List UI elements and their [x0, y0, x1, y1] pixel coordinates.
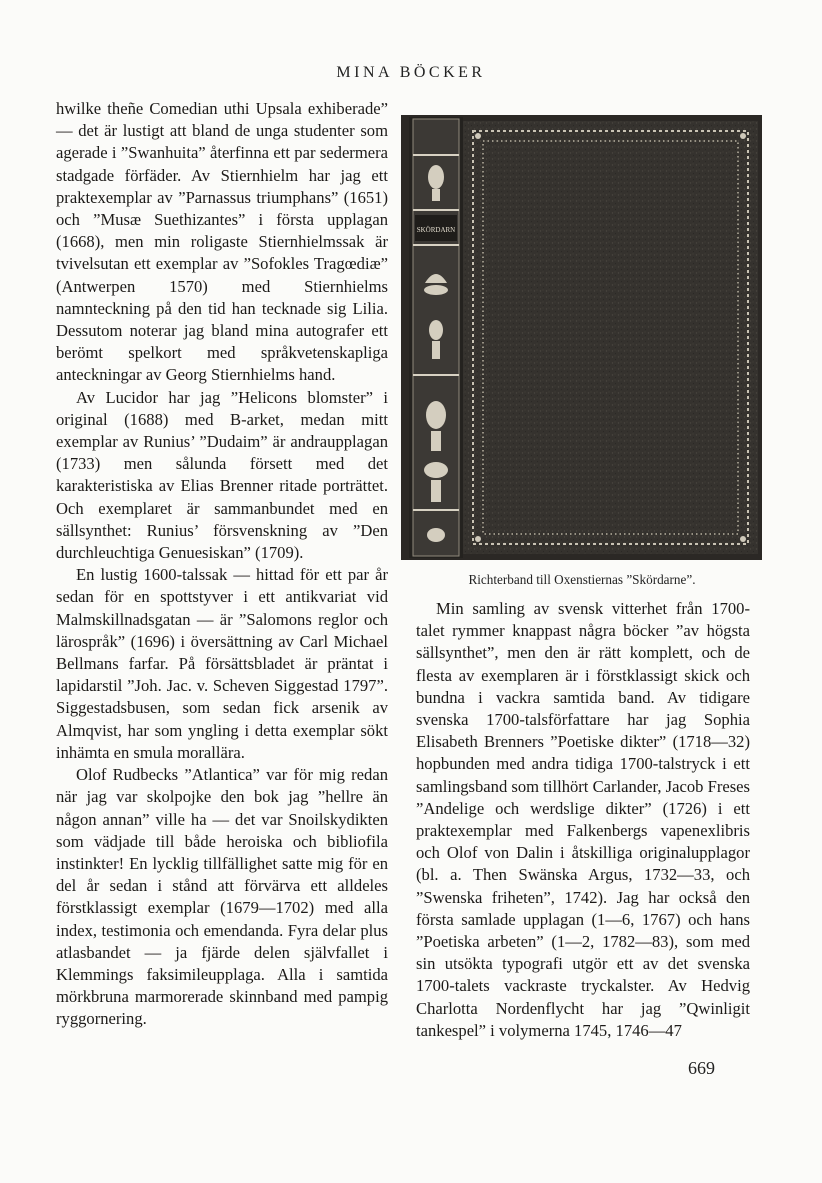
paragraph-salomons-reglor: En lustig 1600-talssak — hittad för ett par år sedan för en spottstyver i ett antikvariat vid Malmskillnadsgatan — är ”Salomons reglor och lärospråk” (1696) i översättning av Carl Michael Bellmans farfar. På försättsbladet är präntat i lapidarstil ”Joh. Jac. v. Scheven Siggestad 1797”. Siggestadsbusen, som sedan fick arsenik av Almqvist, har som yngling i detta exemplar sökt inhämta en smula morallära.: [56, 565, 388, 762]
left-text-column: [56, 98, 388, 1031]
paragraph-lucidor: Av Lucidor har jag ”Helicons blomster” i original (1688) med B-arket, medan mitt exemplar av Runius’ ”Dudaim” är andraupplagan (1733) men sålunda försett med det karakteristiska av Elias Brenner ritade porträttet. Och exemplaret är sammanbundet med en sällsynthet: Runius’ försvenskning av ”Den durchleuchtiga Genuesiskan” (1709).: [56, 387, 388, 563]
figure-caption: Richterband till Oxenstiernas ”Skördarne”.: [468, 572, 696, 587]
front-cover-board: [463, 121, 758, 554]
running-head: MINA BÖCKER: [336, 64, 486, 81]
spine-label-text: SKÖRDARN: [416, 226, 456, 234]
paragraph-atlantica: Olof Rudbecks ”Atlantica” var för mig redan när jag var skolpojke den bok jag ”hellre än någon annan” ville ha — det var Snoilskydikten som vädjade till både heroiska och bibliofila instinkter! En lycklig tillfällighet satte mig för en del år sedan i stånd att förvärva ett alldeles förstklassigt exemplar (1679—1702) med alla index, testimonia och emendanda. Fyra delar plus atlasbandet — ja fjärde delen självfallet i Klemmings faksimileupplaga. Alla i samtida mörkbruna marmorerade skinnband med pampig ryggornering.: [56, 765, 388, 1029]
right-text-column: [416, 598, 750, 1042]
bookbinding-photo: [401, 115, 762, 560]
paragraph-stiernhielm: hwilke theñe Comedian uthi Upsala exhiberade” — det är lustigt att bland de unga studenter som agerade i ”Swanhuita” återfinna ett par sedermera stadgade förfäder. Av Stiernhielm har jag ett praktexemplar av ”Parnassus triumphans” (1651) och ”Musæ Suethizantes” i första upplagan (1668), men min roligaste Stiernhielmssak är tvivelsutan ett exemplar av ”Sofokles Tragœdiæ” (Antwerpen 1570) med Stiernhielms namnteckning på den tid han tecknade sig Lilia. Dessutom noterar jag bland mina autografer ett berömt spelkort med språkvetenskapliga anteckningar av Georg Stiernhielms hand.: [56, 99, 388, 385]
page-number: 669: [688, 1058, 715, 1078]
paragraph-1700-tal: Min samling av svensk vitterhet från 1700-talet rymmer knappast några böcker ”av högsta sällsynthet”, men den är rätt komplett, och de flesta av exemplaren är i förstklassigt skick och bundna i vackra samtida band. Av tidigare svenska 1700-talsförfattare har jag Sophia Elisabeth Brenners ”Poetiske dikter” (1718—32) hopbunden med andra tidiga 1700-talstryck i ett samlingsband som tillhört Carlander, Jacob Freses ”Andelige och werdslige dikter” (1726) i ett praktexemplar med Falkenbergs vapenexlibris och Olof von Dalin i åtskilliga originalupplagor (bl. a. Then Swänska Argus, 1732—33, och ”Swenska friheten”, 1742). Jag har också den första samlade upplagan (1—6, 1767) och hans ”Poetiska arbeten” (1—2, 1782—83), som med sin utsökta typografi utgör ett av det svenska 1700-talets vackraste tryckalster. Av Hedvig Charlotta Nordenflycht har jag ”Qwinligit tankespel” i volymerna 1745, 1746—47: [416, 599, 750, 1040]
